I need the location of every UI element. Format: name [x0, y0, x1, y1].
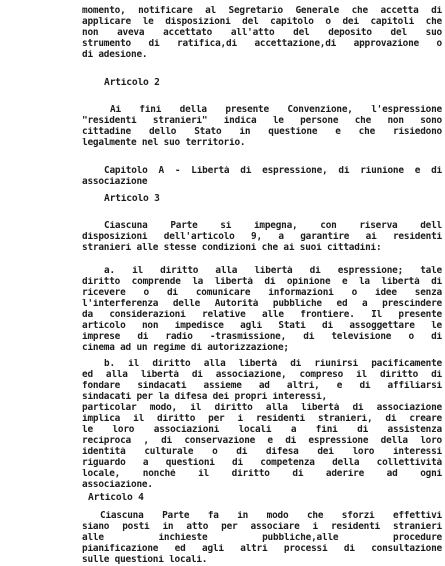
- text-line: sulle questioni locali.: [82, 555, 208, 565]
- text-line: alle inchieste pubbliche,alle procedure: [82, 533, 442, 543]
- text-line: articolo non impedisce agli Stati di assoggettare le: [82, 321, 442, 331]
- article-4-heading: Articolo 4: [88, 493, 144, 503]
- text-line: ricevere o di comunicare informazioni o idee senza: [82, 288, 442, 298]
- text-line: locale, nonché il diritto di aderire ad ogni: [82, 469, 442, 479]
- text-line: a. il diritto alla libertà di espressione; tale: [104, 266, 442, 276]
- text-line: particolar modo, il diritto alla libertà di associazione: [82, 403, 442, 413]
- text-line: cinema ad un regime di autorizzazione;: [82, 343, 289, 353]
- text-line: strumento di ratifica,di accettazione,di approvazione o: [82, 39, 442, 49]
- text-line: Ciascuna Parte si impegna, con riserva dell: [104, 221, 442, 231]
- text-line: stranieri alle stesse condizioni che ai suoi cittadini:: [82, 243, 382, 253]
- text-line: diritto comprende la libertà di opinione e la libertà di: [82, 277, 442, 287]
- text-line: identità culturale o di difesa dei loro interessi: [82, 447, 442, 457]
- text-line: ed alla libertà di associazione, compreso il diritto di: [82, 370, 442, 380]
- text-line: implica il diritto per i residenti stranieri, di creare: [82, 414, 442, 424]
- text-line: fondare sindacati assieme ad altri, e di affiliarsi: [82, 381, 442, 391]
- text-line: associazione.: [82, 480, 153, 490]
- text-line: imprese di radio -trasmissione, di televisione o di: [82, 332, 442, 342]
- text-line: non aveva accettato all'atto del deposito del suo: [82, 28, 442, 38]
- text-line: disposizioni dell'articolo 9, a garantire ai residenti: [82, 232, 442, 242]
- text-line: siano posti in atto per associare i residenti stranieri: [82, 522, 442, 532]
- text-line: sindacati per la difesa dei propri interessi,: [82, 392, 327, 402]
- text-line: Ciascuna Parte fa in modo che sforzi effettivi: [100, 511, 442, 521]
- text-line: cittadine dello Stato in questione e che risiedono: [82, 127, 442, 137]
- text-line: reciproca , di conservazione e di espressione della loro: [82, 436, 442, 446]
- text-line: "residenti stranieri" indica le persone che non sono: [82, 116, 442, 126]
- text-line: di adesione.: [82, 50, 148, 60]
- text-line: da considerazioni relative alle frontiere. Il presente: [82, 310, 442, 320]
- article-3-heading: Articolo 3: [104, 194, 160, 204]
- chapter-a-heading: Capitolo A - Libertà di espressione, di riunione e di: [104, 166, 442, 176]
- article-2-heading: Articolo 2: [104, 78, 160, 88]
- text-line: Ai fini della presente Convenzione, l'espressione: [110, 105, 442, 115]
- text-line: l'interferenza delle Autorità pubbliche ed a prescindere: [82, 299, 442, 309]
- text-line: le loro associazioni locali a fini di assistenza: [82, 425, 442, 435]
- text-line: riguardo a questioni di competenza della collettività: [82, 458, 442, 468]
- chapter-a-heading-cont: associazione: [82, 177, 148, 187]
- text-line: b. il diritto alla libertà di riunirsi pacificamente: [104, 359, 442, 369]
- text-line: applicare le disposizioni del capitolo o dei capitoli che: [82, 17, 442, 27]
- text-line: momento, notificare al Segretario Generale che accetta di: [82, 6, 442, 16]
- text-line: legalmente nel suo territorio.: [82, 138, 246, 148]
- text-line: pianificazione ed agli altri processi di consultazione: [82, 544, 442, 554]
